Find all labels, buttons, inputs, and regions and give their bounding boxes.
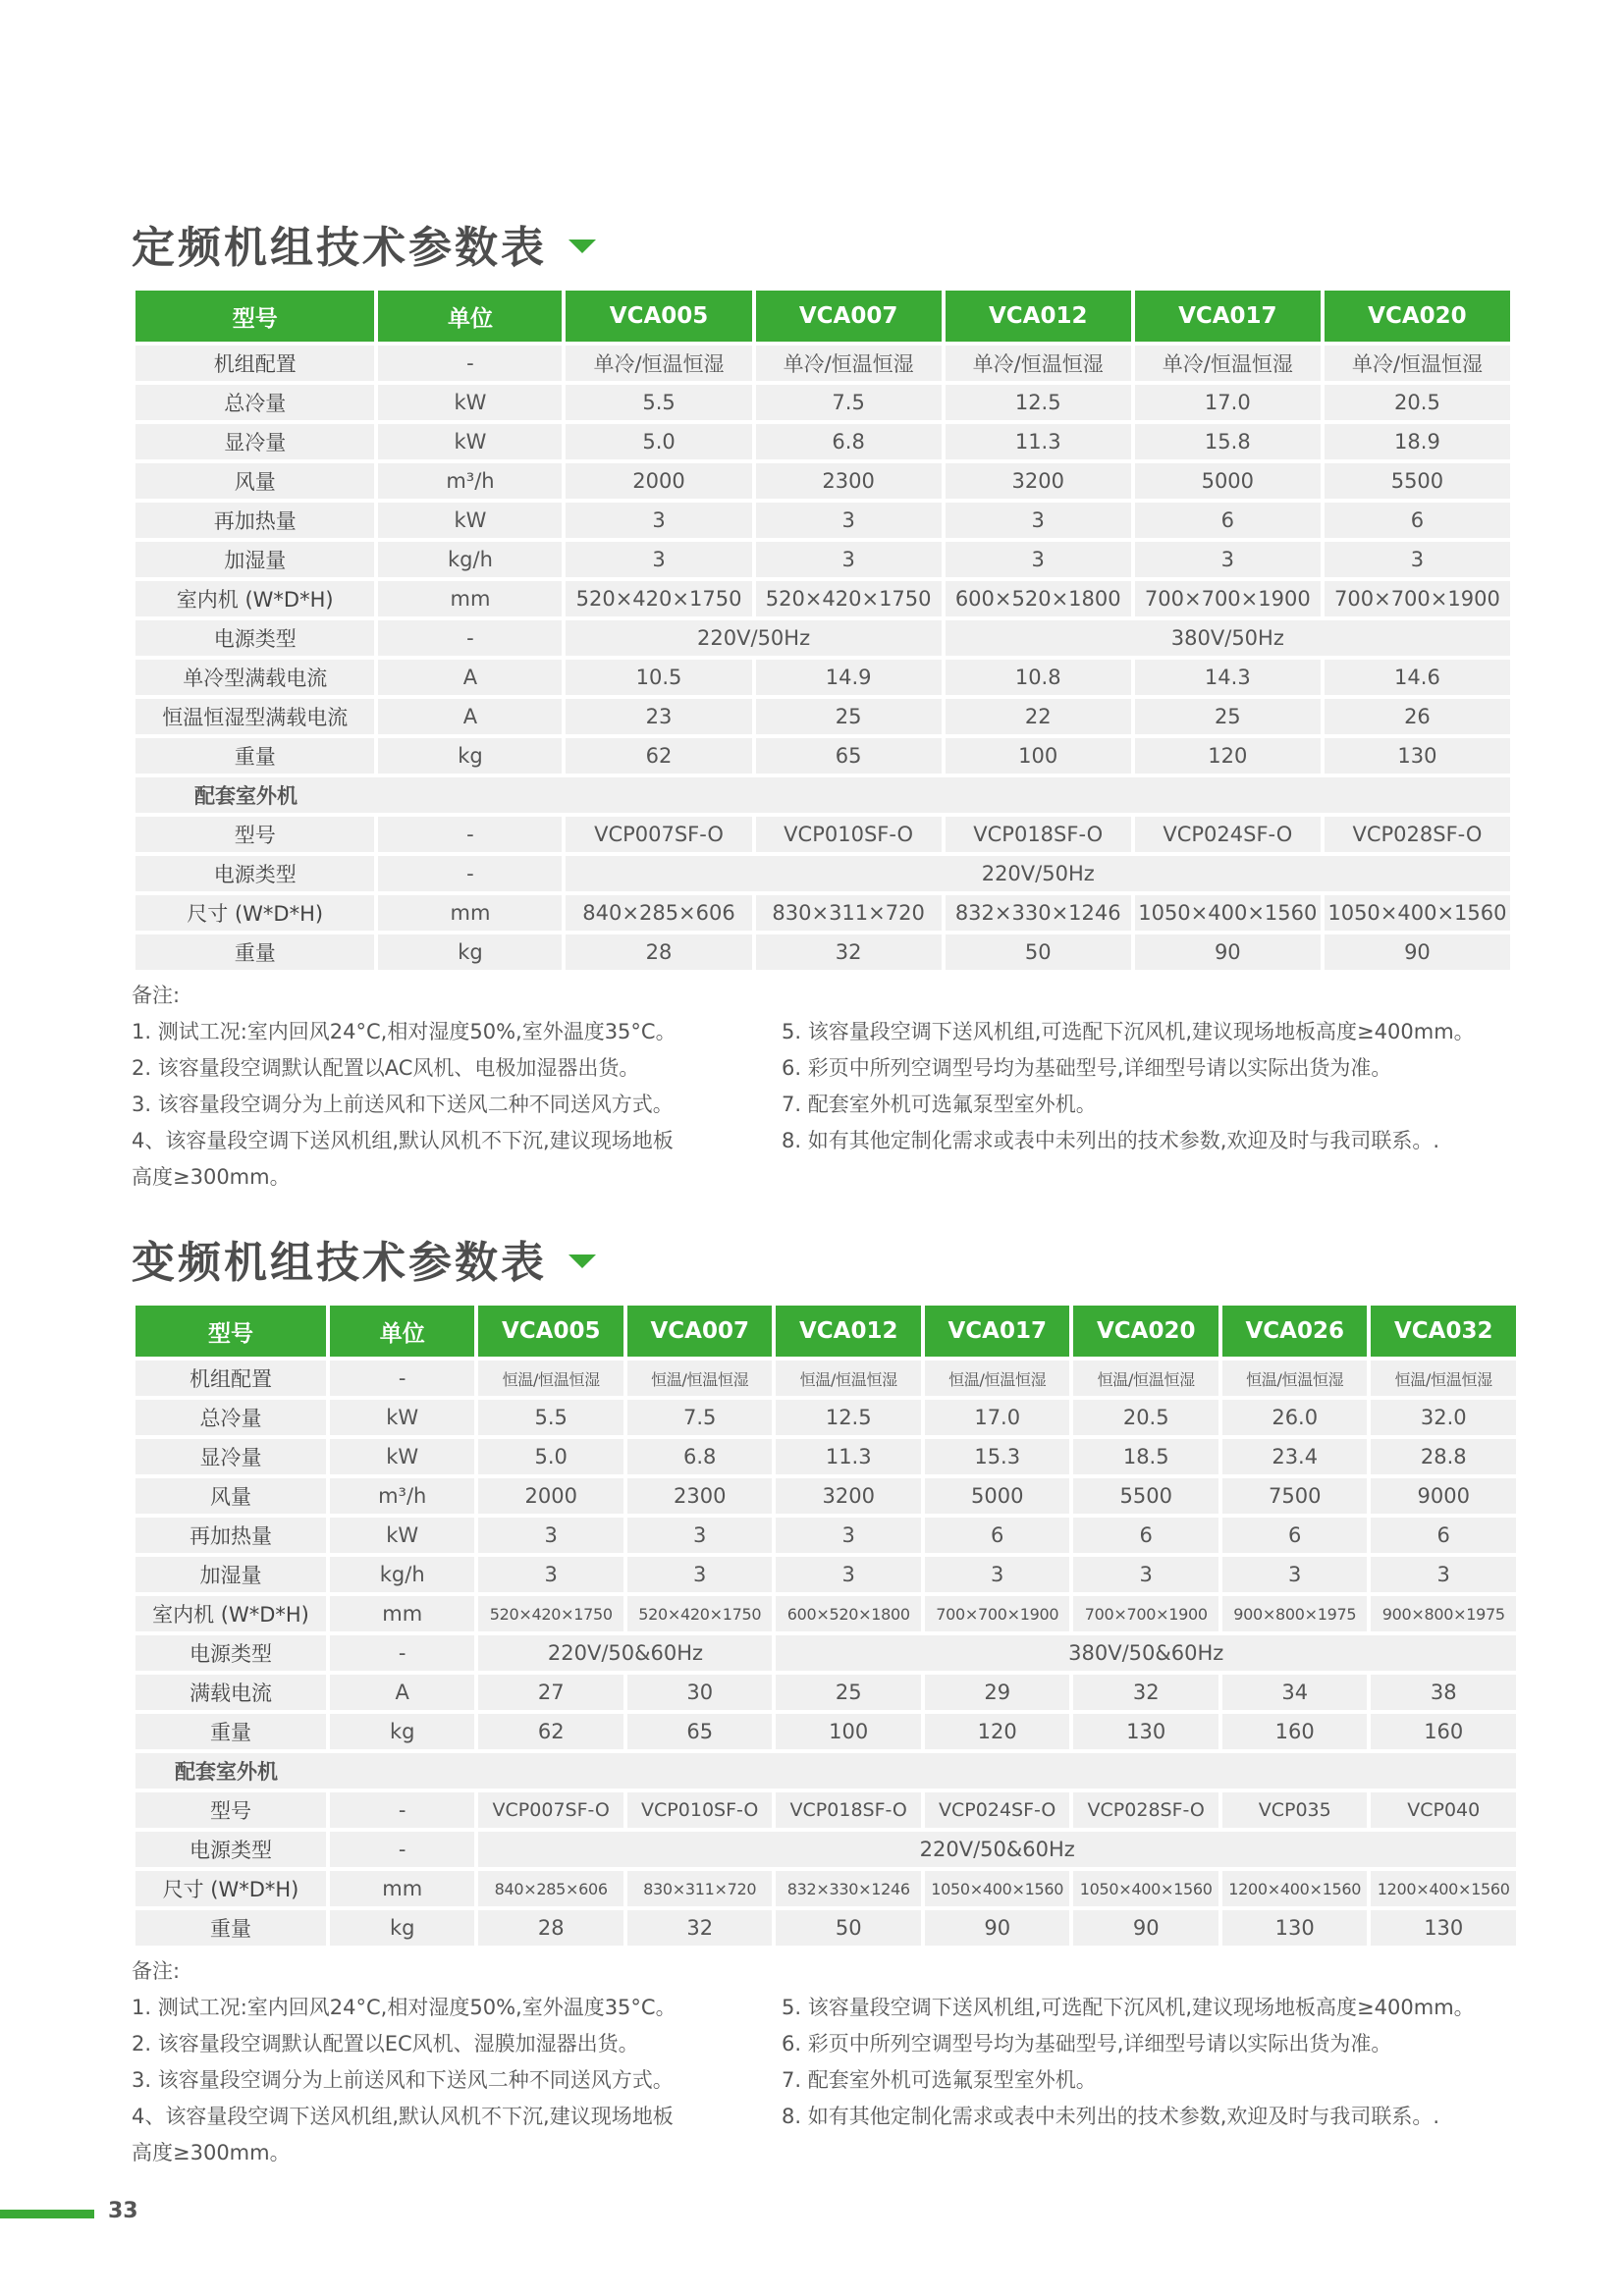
table-header-row [135, 1306, 1516, 1357]
unit-cell: mm [330, 1596, 475, 1631]
unit-cell: kW [378, 503, 562, 538]
param-cell: 室内机 (W*D*H) [135, 581, 374, 616]
unit-cell: m³/h [330, 1478, 475, 1514]
unit-cell: kg/h [378, 542, 562, 577]
value-cell: 6 [925, 1518, 1070, 1553]
value-cell: 34 [1222, 1675, 1368, 1710]
param-cell: 机组配置 [135, 1361, 326, 1396]
param-cell: 加湿量 [135, 1557, 326, 1592]
note-line: 4、该容量段空调下送风机组,默认风机不下沉,建议现场地板 [132, 1129, 674, 1152]
value-cell: 2300 [756, 463, 942, 499]
value-cell: VCP028SF-O [1325, 817, 1510, 852]
inverter-title-text: 变频机组技术参数表 [132, 1238, 547, 1288]
param-cell: 重量 [135, 738, 374, 774]
value-cell: 600×520×1800 [776, 1596, 921, 1631]
header-cell: VCA032 [1371, 1306, 1516, 1357]
table-row [135, 934, 1510, 970]
triangle-down-icon [568, 240, 596, 253]
value-cell: 832×330×1246 [946, 895, 1131, 931]
note-line: 5. 该容量段空调下送风机组,可选配下沉风机,建议现场地板高度≥400mm。 [782, 1020, 1475, 1043]
param-cell: 室内机 (W*D*H) [135, 1596, 326, 1631]
value-cell: 6 [1222, 1518, 1368, 1553]
value-cell: 120 [925, 1714, 1070, 1749]
note-line: 8. 如有其他定制化需求或表中未列出的技术参数,欢迎及时与我司联系。. [782, 1129, 1440, 1152]
unit-cell: m³/h [378, 463, 562, 499]
header-cell: VCA026 [1222, 1306, 1368, 1357]
value-cell: 100 [946, 738, 1131, 774]
value-cell: 28.8 [1371, 1439, 1516, 1474]
value-cell: 3 [925, 1557, 1070, 1592]
value-cell: 3 [1325, 542, 1510, 577]
unit-cell: kg [330, 1714, 475, 1749]
param-cell: 总冷量 [135, 385, 374, 420]
value-cell: 5.5 [566, 385, 751, 420]
note-line: 3. 该容量段空调分为上前送风和下送风二种不同送风方式。 [132, 1093, 674, 1116]
param-cell: 型号 [135, 817, 374, 852]
value-cell: 恒温/恒温恒湿 [776, 1361, 921, 1396]
value-cell: VCP024SF-O [1135, 817, 1321, 852]
value-cell: 11.3 [946, 424, 1131, 459]
value-cell: 恒温/恒温恒湿 [478, 1361, 623, 1396]
unit-cell: - [378, 817, 562, 852]
value-cell: VCP028SF-O [1073, 1792, 1218, 1828]
header-cell: VCA020 [1073, 1306, 1218, 1357]
value-cell: 5.0 [478, 1439, 623, 1474]
note-line: 2. 该容量段空调默认配置以AC风机、电极加湿器出货。 [132, 1056, 640, 1080]
note-line: 5. 该容量段空调下送风机组,可选配下沉风机,建议现场地板高度≥400mm。 [782, 1996, 1475, 2019]
table-row [135, 1832, 1516, 1867]
value-cell: 14.9 [756, 660, 942, 695]
value-cell: 520×420×1750 [627, 1596, 773, 1631]
value-cell: 单冷/恒温恒湿 [946, 346, 1131, 381]
header-cell: 型号 [135, 1306, 326, 1357]
value-cell: 6.8 [756, 424, 942, 459]
param-cell: 尺寸 (W*D*H) [135, 895, 374, 931]
value-cell: 6 [1371, 1518, 1516, 1553]
value-cell: 1200×400×1560 [1371, 1871, 1516, 1906]
unit-cell: kW [330, 1400, 475, 1435]
value-cell: 29 [925, 1675, 1070, 1710]
table-row [135, 660, 1510, 695]
value-cell: 3 [566, 542, 751, 577]
value-cell: 3 [756, 542, 942, 577]
unit-cell: mm [378, 581, 562, 616]
value-cell: 1050×400×1560 [1073, 1871, 1218, 1906]
value-cell: 12.5 [946, 385, 1131, 420]
table-header-row [135, 291, 1510, 342]
value-cell: 520×420×1750 [756, 581, 942, 616]
unit-cell: A [330, 1675, 475, 1710]
value-cell: 5000 [1135, 463, 1321, 499]
table-row [135, 817, 1510, 852]
value-cell: VCP040 [1371, 1792, 1516, 1828]
value-cell: 18.9 [1325, 424, 1510, 459]
group-row [135, 777, 1510, 813]
param-cell: 尺寸 (W*D*H) [135, 1871, 326, 1906]
value-cell: 830×311×720 [627, 1871, 773, 1906]
value-cell: 22 [946, 699, 1131, 734]
value-cell: 恒温/恒温恒湿 [1371, 1361, 1516, 1396]
value-cell: 600×520×1800 [946, 581, 1131, 616]
unit-cell: kg [378, 934, 562, 970]
value-cell: 700×700×1900 [1135, 581, 1321, 616]
inverter-section-title [132, 1229, 596, 1288]
table-row [135, 385, 1510, 420]
table-row [135, 1439, 1516, 1474]
table-row [135, 1792, 1516, 1828]
header-cell: VCA020 [1325, 291, 1510, 342]
header-cell: 单位 [330, 1306, 475, 1357]
notes-title: 备注: [132, 1959, 181, 1983]
value-cell: 14.6 [1325, 660, 1510, 695]
note-line: 6. 彩页中所列空调型号均为基础型号,详细型号请以实际出货为准。 [782, 1056, 1392, 1080]
value-cell: 14.3 [1135, 660, 1321, 695]
value-cell: 26 [1325, 699, 1510, 734]
param-cell: 满载电流 [135, 1675, 326, 1710]
value-cell: 3200 [776, 1478, 921, 1514]
param-cell: 单冷型满载电流 [135, 660, 374, 695]
value-cell: VCP035 [1222, 1792, 1368, 1828]
value-cell: VCP024SF-O [925, 1792, 1070, 1828]
header-cell: 单位 [378, 291, 562, 342]
param-cell: 重量 [135, 934, 374, 970]
value-cell: 单冷/恒温恒湿 [756, 346, 942, 381]
table-row [135, 346, 1510, 381]
unit-cell: - [378, 346, 562, 381]
value-cell: 62 [478, 1714, 623, 1749]
value-cell: 900×800×1975 [1222, 1596, 1368, 1631]
inverter-spec-table [132, 1302, 1520, 1949]
table-row [135, 1400, 1516, 1435]
value-cell: 220V/50&60Hz [478, 1832, 1516, 1867]
unit-cell: - [378, 620, 562, 656]
note-line: 高度≥300mm。 [132, 2141, 291, 2164]
value-cell: 28 [478, 1910, 623, 1946]
unit-cell: mm [330, 1871, 475, 1906]
value-cell: 3 [946, 542, 1131, 577]
table-row [135, 542, 1510, 577]
value-cell: 恒温/恒温恒湿 [925, 1361, 1070, 1396]
header-cell: VCA017 [1135, 291, 1321, 342]
note-line: 7. 配套室外机可选氟泵型室外机。 [782, 2068, 1097, 2092]
value-cell: 220V/50&60Hz [478, 1635, 772, 1671]
value-cell: VCP007SF-O [566, 817, 751, 852]
table-row [135, 463, 1510, 499]
value-cell: 6 [1073, 1518, 1218, 1553]
note-line: 3. 该容量段空调分为上前送风和下送风二种不同送风方式。 [132, 2068, 674, 2092]
triangle-down-icon [568, 1255, 596, 1268]
value-cell: 28 [566, 934, 751, 970]
unit-cell: - [378, 856, 562, 891]
header-cell: VCA005 [566, 291, 751, 342]
header-cell: VCA005 [478, 1306, 623, 1357]
value-cell: 90 [1135, 934, 1321, 970]
value-cell: 单冷/恒温恒湿 [1135, 346, 1321, 381]
table-row [135, 699, 1510, 734]
param-cell: 电源类型 [135, 1832, 326, 1867]
value-cell: 840×285×606 [566, 895, 751, 931]
unit-cell: - [330, 1361, 475, 1396]
value-cell: 1050×400×1560 [925, 1871, 1070, 1906]
param-cell: 型号 [135, 1792, 326, 1828]
table-row [135, 1910, 1516, 1946]
outdoor-group-label: 配套室外机 [135, 1753, 1516, 1789]
table-row [135, 503, 1510, 538]
value-cell: 3 [627, 1518, 773, 1553]
param-cell: 总冷量 [135, 1400, 326, 1435]
header-cell: VCA007 [756, 291, 942, 342]
param-cell: 加湿量 [135, 542, 374, 577]
param-cell: 电源类型 [135, 620, 374, 656]
param-cell: 重量 [135, 1714, 326, 1749]
value-cell: 3 [1135, 542, 1321, 577]
value-cell: 25 [756, 699, 942, 734]
value-cell: 832×330×1246 [776, 1871, 921, 1906]
param-cell: 显冷量 [135, 1439, 326, 1474]
table-row [135, 856, 1510, 891]
table-row [135, 1518, 1516, 1553]
value-cell: 90 [925, 1910, 1070, 1946]
table-row [135, 1714, 1516, 1749]
unit-cell: kW [330, 1439, 475, 1474]
value-cell: 32 [1073, 1675, 1218, 1710]
table-row [135, 1596, 1516, 1631]
value-cell: 17.0 [925, 1400, 1070, 1435]
value-cell: 30 [627, 1675, 773, 1710]
fixed-notes [132, 978, 1567, 1196]
unit-cell: - [330, 1832, 475, 1867]
value-cell: 2000 [478, 1478, 623, 1514]
value-cell: 单冷/恒温恒湿 [566, 346, 751, 381]
value-cell: 20.5 [1073, 1400, 1218, 1435]
value-cell: 1200×400×1560 [1222, 1871, 1368, 1906]
value-cell: 65 [627, 1714, 773, 1749]
table-row [135, 620, 1510, 656]
value-cell: 25 [1135, 699, 1321, 734]
fixed-section-title [132, 214, 596, 273]
value-cell: 27 [478, 1675, 623, 1710]
param-cell: 再加热量 [135, 503, 374, 538]
value-cell: 3 [776, 1518, 921, 1553]
value-cell: 830×311×720 [756, 895, 942, 931]
header-cell: VCA012 [946, 291, 1131, 342]
value-cell: 26.0 [1222, 1400, 1368, 1435]
value-cell: 恒温/恒温恒湿 [1222, 1361, 1368, 1396]
param-cell: 重量 [135, 1910, 326, 1946]
value-cell: 130 [1073, 1714, 1218, 1749]
value-cell: 220V/50Hz [566, 620, 941, 656]
table-row [135, 1361, 1516, 1396]
value-cell: 65 [756, 738, 942, 774]
unit-cell: - [330, 1635, 475, 1671]
unit-cell: kW [378, 385, 562, 420]
value-cell: VCP010SF-O [756, 817, 942, 852]
value-cell: 5.5 [478, 1400, 623, 1435]
value-cell: 20.5 [1325, 385, 1510, 420]
value-cell: 90 [1325, 934, 1510, 970]
value-cell: 520×420×1750 [478, 1596, 623, 1631]
note-line: 6. 彩页中所列空调型号均为基础型号,详细型号请以实际出货为准。 [782, 2032, 1392, 2056]
table-row [135, 1478, 1516, 1514]
note-line: 8. 如有其他定制化需求或表中未列出的技术参数,欢迎及时与我司联系。. [782, 2105, 1440, 2128]
value-cell: 7.5 [756, 385, 942, 420]
value-cell: 2300 [627, 1478, 773, 1514]
fixed-spec-table [132, 287, 1514, 974]
value-cell: 3 [946, 503, 1131, 538]
value-cell: 3 [627, 1557, 773, 1592]
value-cell: 38 [1371, 1675, 1516, 1710]
value-cell: 3 [566, 503, 751, 538]
value-cell: 15.8 [1135, 424, 1321, 459]
value-cell: 5500 [1073, 1478, 1218, 1514]
param-cell: 机组配置 [135, 346, 374, 381]
unit-cell: A [378, 699, 562, 734]
table-row [135, 1635, 1516, 1671]
page-number: 33 [108, 2199, 138, 2223]
value-cell: 90 [1073, 1910, 1218, 1946]
unit-cell: - [330, 1792, 475, 1828]
note-line: 1. 测试工况:室内回风24°C,相对湿度50%,室外温度35°C。 [132, 1020, 677, 1043]
value-cell: 3200 [946, 463, 1131, 499]
unit-cell: A [378, 660, 562, 695]
notes-title: 备注: [132, 984, 181, 1007]
value-cell: VCP010SF-O [627, 1792, 773, 1828]
value-cell: 10.5 [566, 660, 751, 695]
value-cell: 恒温/恒温恒湿 [1073, 1361, 1218, 1396]
value-cell: 6 [1325, 503, 1510, 538]
header-cell: VCA007 [627, 1306, 773, 1357]
value-cell: 50 [776, 1910, 921, 1946]
table-row [135, 1871, 1516, 1906]
value-cell: 11.3 [776, 1439, 921, 1474]
value-cell: 3 [478, 1518, 623, 1553]
group-row [135, 1753, 1516, 1789]
note-line: 2. 该容量段空调默认配置以EC风机、湿膜加湿器出货。 [132, 2032, 639, 2056]
header-cell: 型号 [135, 291, 374, 342]
value-cell: 1050×400×1560 [1325, 895, 1510, 931]
value-cell: 130 [1371, 1910, 1516, 1946]
value-cell: 17.0 [1135, 385, 1321, 420]
value-cell: 5500 [1325, 463, 1510, 499]
value-cell: 700×700×1900 [1325, 581, 1510, 616]
value-cell: 160 [1222, 1714, 1368, 1749]
value-cell: 520×420×1750 [566, 581, 751, 616]
value-cell: 3 [776, 1557, 921, 1592]
value-cell: 700×700×1900 [925, 1596, 1070, 1631]
table-row [135, 1557, 1516, 1592]
value-cell: 5000 [925, 1478, 1070, 1514]
value-cell: VCP018SF-O [776, 1792, 921, 1828]
value-cell: 9000 [1371, 1478, 1516, 1514]
param-cell: 电源类型 [135, 1635, 326, 1671]
value-cell: 380V/50Hz [946, 620, 1510, 656]
table-row [135, 738, 1510, 774]
param-cell: 风量 [135, 463, 374, 499]
value-cell: 23.4 [1222, 1439, 1368, 1474]
value-cell: 6.8 [627, 1439, 773, 1474]
param-cell: 再加热量 [135, 1518, 326, 1553]
value-cell: 单冷/恒温恒湿 [1325, 346, 1510, 381]
value-cell: VCP007SF-O [478, 1792, 623, 1828]
value-cell: 700×700×1900 [1073, 1596, 1218, 1631]
value-cell: 220V/50Hz [566, 856, 1510, 891]
unit-cell: kg/h [330, 1557, 475, 1592]
value-cell: 6 [1135, 503, 1321, 538]
value-cell: 15.3 [925, 1439, 1070, 1474]
unit-cell: kW [330, 1518, 475, 1553]
table-row [135, 1675, 1516, 1710]
value-cell: 130 [1325, 738, 1510, 774]
table-row [135, 581, 1510, 616]
fixed-title-text: 定频机组技术参数表 [132, 223, 547, 273]
value-cell: 130 [1222, 1910, 1368, 1946]
note-line: 7. 配套室外机可选氟泵型室外机。 [782, 1093, 1097, 1116]
value-cell: 32 [627, 1910, 773, 1946]
value-cell: 2000 [566, 463, 751, 499]
value-cell: 3 [1371, 1557, 1516, 1592]
value-cell: 5.0 [566, 424, 751, 459]
unit-cell: kg [378, 738, 562, 774]
value-cell: 3 [1222, 1557, 1368, 1592]
value-cell: 7.5 [627, 1400, 773, 1435]
value-cell: 380V/50&60Hz [776, 1635, 1516, 1671]
value-cell: 120 [1135, 738, 1321, 774]
value-cell: VCP018SF-O [946, 817, 1131, 852]
note-line: 1. 测试工况:室内回风24°C,相对湿度50%,室外温度35°C。 [132, 1996, 677, 2019]
value-cell: 25 [776, 1675, 921, 1710]
header-cell: VCA017 [925, 1306, 1070, 1357]
value-cell: 3 [478, 1557, 623, 1592]
value-cell: 160 [1371, 1714, 1516, 1749]
value-cell: 7500 [1222, 1478, 1368, 1514]
param-cell: 显冷量 [135, 424, 374, 459]
header-cell: VCA012 [776, 1306, 921, 1357]
note-line: 高度≥300mm。 [132, 1165, 291, 1189]
value-cell: 3 [1073, 1557, 1218, 1592]
table-row [135, 895, 1510, 931]
footer-accent-bar [0, 2210, 94, 2218]
unit-cell: kW [378, 424, 562, 459]
table-row [135, 424, 1510, 459]
value-cell: 840×285×606 [478, 1871, 623, 1906]
value-cell: 18.5 [1073, 1439, 1218, 1474]
value-cell: 62 [566, 738, 751, 774]
value-cell: 3 [756, 503, 942, 538]
value-cell: 100 [776, 1714, 921, 1749]
value-cell: 32 [756, 934, 942, 970]
value-cell: 恒温/恒温恒湿 [627, 1361, 773, 1396]
value-cell: 32.0 [1371, 1400, 1516, 1435]
param-cell: 恒温恒湿型满载电流 [135, 699, 374, 734]
value-cell: 50 [946, 934, 1131, 970]
value-cell: 23 [566, 699, 751, 734]
param-cell: 电源类型 [135, 856, 374, 891]
param-cell: 风量 [135, 1478, 326, 1514]
outdoor-group-label: 配套室外机 [135, 777, 1510, 813]
value-cell: 10.8 [946, 660, 1131, 695]
value-cell: 900×800×1975 [1371, 1596, 1516, 1631]
unit-cell: kg [330, 1910, 475, 1946]
value-cell: 1050×400×1560 [1135, 895, 1321, 931]
note-line: 4、该容量段空调下送风机组,默认风机不下沉,建议现场地板 [132, 2105, 674, 2128]
inverter-notes [132, 1953, 1567, 2171]
value-cell: 12.5 [776, 1400, 921, 1435]
unit-cell: mm [378, 895, 562, 931]
